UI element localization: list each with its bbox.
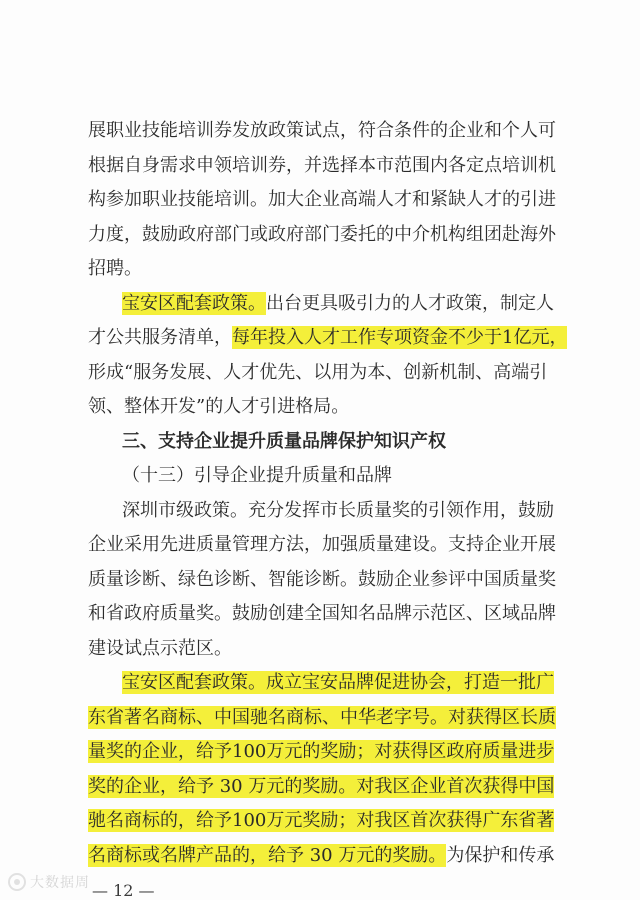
highlighted-text: 对我区企业首次获得中国: [356, 776, 555, 797]
text-line: [0, 666, 640, 700]
watermark-text: 大数据周: [30, 875, 90, 891]
text-line: [0, 494, 640, 528]
text-line: [0, 804, 640, 838]
highlighted-text: 量奖的企业，给予100万元的奖励；对获得区政府质量进步: [88, 741, 555, 762]
text-segment: 建设试点示范区。: [88, 638, 232, 659]
section-heading: [0, 425, 640, 459]
text-line: [0, 839, 640, 873]
text-line: [0, 701, 640, 735]
text-line: [0, 252, 640, 286]
text-segment: 质量诊断、绿色诊断、智能诊断。鼓励企业参评中国质量奖: [88, 569, 556, 590]
text-segment: 构参加职业技能培训。加大企业高端人才和紧缺人才的引进: [88, 189, 556, 210]
text-line: [0, 770, 640, 804]
text-line: [0, 287, 640, 321]
highlighted-text: 驰名商标的，给予100万元奖励；对我区首次获得广东省著: [88, 810, 555, 831]
watermark: [8, 871, 90, 893]
text-line: [0, 390, 640, 424]
text-segment: 展职业技能培训券发放政策试点，符合条件的企业和个人可: [88, 120, 556, 141]
text-segment: 深圳市级政策。充分发挥市长质量奖的引领作用，鼓励: [122, 500, 554, 521]
text-line: [0, 597, 640, 631]
text-line: [0, 563, 640, 597]
text-segment: 为保护和传承: [446, 845, 555, 866]
text-segment: 形成“服务发展、人才优先、以用为本、创新机制、高端引: [88, 362, 548, 383]
text-segment: 领、整体开发”的人才引进格局。: [88, 396, 350, 417]
logo-circle-icon: [8, 873, 26, 891]
text-line: [0, 183, 640, 217]
text-line: [0, 114, 640, 148]
text-segment: 和省政府质量奖。鼓励创建全国知名品牌示范区、区域品牌: [88, 603, 556, 624]
text-segment: 根据自身需求申领培训券，并选择本市范围内各定点培训机: [88, 155, 556, 176]
sub-heading: [0, 459, 640, 493]
text-segment: 力度，鼓励政府部门或政府部门委托的中介机构组团赴海外: [88, 224, 556, 245]
text-segment: 出台更具吸引力的人才政策，制定人: [266, 293, 554, 314]
text-segment: 招聘。: [88, 258, 142, 279]
text-line: [0, 735, 640, 769]
text-line: [0, 356, 640, 390]
text-line: [0, 528, 640, 562]
highlighted-text: 每年投入人才工作专项资金不少于1亿元，: [232, 327, 568, 348]
highlighted-text: 名商标或名牌产品的，给予 30 万元的奖励。: [88, 845, 447, 866]
text-line: [0, 632, 640, 666]
text-line: [0, 149, 640, 183]
text-segment: 才公共服务清单，: [88, 327, 232, 348]
page-number: — 12 —: [92, 881, 155, 900]
highlighted-text: 宝安区配套政策。成立宝安品牌促进协会，打造一批广: [122, 672, 554, 693]
highlighted-text: 宝安区配套政策。: [122, 293, 266, 314]
section-heading-text: 三、支持企业提升质量品牌保护知识产权: [122, 431, 446, 452]
highlighted-text: 东省著名商标、中国驰名商标、中华老字号。对获得区长质: [88, 707, 556, 728]
text-line: [0, 218, 640, 252]
text-segment: 企业采用先进质量管理方法，加强质量建设。支持企业开展: [88, 534, 556, 555]
sub-heading-text: （十三）引导企业提升质量和品牌: [122, 465, 392, 486]
highlighted-text: 奖的企业，给予 30 万元的奖励。: [88, 776, 357, 797]
text-line: [0, 321, 640, 355]
